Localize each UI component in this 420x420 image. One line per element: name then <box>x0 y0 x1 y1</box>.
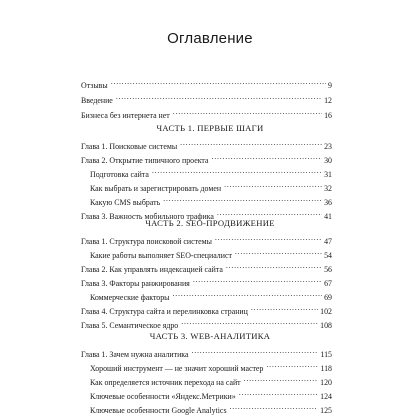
leader-dots <box>114 91 322 103</box>
toc-entry-label: Ключевые особенности «Яндекс.Метрики» <box>90 392 236 401</box>
toc-entry-page: 30 <box>324 156 332 165</box>
toc-subentry <box>90 165 332 177</box>
toc-entry-label: Глава 4. Структура сайта и перелинковка страниц <box>81 307 248 316</box>
toc-entry-page: 41 <box>324 212 332 221</box>
toc-entry <box>81 274 332 286</box>
toc-subentry <box>90 246 332 258</box>
toc-entry-label: Какую CMS выбрать <box>90 198 161 207</box>
toc-entry-label: Как определяется источник перехода на сайт <box>90 378 241 387</box>
toc-entry <box>81 76 332 88</box>
leader-dots <box>109 76 326 88</box>
toc-entry-page: 32 <box>324 184 332 193</box>
toc-entry <box>81 302 332 314</box>
toc-entry-page: 31 <box>324 170 332 179</box>
toc-entry-label: Глава 5. Семантическое ядро <box>81 321 179 330</box>
toc-entry-page: 124 <box>320 392 332 401</box>
leader-dots <box>264 359 318 371</box>
leader-dots <box>233 246 322 258</box>
toc-entry-label: Глава 1. Поисковые системы <box>81 142 178 151</box>
toc-entry-label: Введение <box>81 96 113 105</box>
toc-entry-page: 118 <box>320 364 332 373</box>
toc-entry <box>81 232 332 244</box>
toc-entry-label: Глава 2. Как управлять индексацией сайта <box>81 265 223 274</box>
toc-entry-label: Отзывы <box>81 81 108 90</box>
toc-entry-page: 16 <box>324 111 332 120</box>
leader-dots <box>179 316 318 328</box>
toc-entry-page: 9 <box>328 81 332 90</box>
toc-entry-label: Как выбрать и зарегистрировать домен <box>90 184 222 193</box>
toc-subentry <box>90 288 332 300</box>
leader-dots <box>150 165 322 177</box>
leader-dots <box>190 345 319 357</box>
leader-dots <box>191 274 322 286</box>
leader-dots <box>222 179 322 191</box>
toc-entry-label: Глава 2. Открытие типичного проекта <box>81 156 209 165</box>
toc-subentry <box>90 401 332 413</box>
page-title: Оглавление <box>167 30 253 47</box>
toc-entry <box>81 91 332 103</box>
part-heading: ЧАСТЬ 2. SEO-ПРОДВИЖЕНИЕ <box>145 218 275 228</box>
toc-entry-page: 125 <box>320 406 332 415</box>
toc-entry-page: 115 <box>320 350 332 359</box>
part-heading: ЧАСТЬ 3. WEB-АНАЛИТИКА <box>149 331 271 341</box>
toc-entry-label: Глава 3. Важность мобильного трафика <box>81 212 214 221</box>
toc-entry <box>81 106 332 118</box>
toc-entry-label: Коммерческие факторы <box>90 293 170 302</box>
toc-subentry <box>90 179 332 191</box>
toc-entry-page: 12 <box>324 96 332 105</box>
toc-entry-page: 36 <box>324 198 332 207</box>
leader-dots <box>237 387 318 399</box>
leader-dots <box>242 373 319 385</box>
leader-dots <box>178 137 322 149</box>
toc-entry-label: Какие работы выполняет SEO-специалист <box>90 251 232 260</box>
leader-dots <box>209 151 322 163</box>
toc-entry-label: Ключевые особенности Google Analytics <box>90 406 227 415</box>
toc-subentry <box>90 359 332 371</box>
toc-entry <box>81 345 332 357</box>
toc-entry-label: Подготовка сайта <box>90 170 149 179</box>
toc-entry-page: 120 <box>320 378 332 387</box>
toc-entry-label: Глава 1. Структура поисковой системы <box>81 237 212 246</box>
leader-dots <box>171 106 322 118</box>
toc-entry-page: 102 <box>320 307 332 316</box>
leader-dots <box>228 401 319 413</box>
toc-entry <box>81 151 332 163</box>
leader-dots <box>170 288 322 300</box>
leader-dots <box>161 193 322 205</box>
toc-subentry <box>90 373 332 385</box>
toc-subentry <box>90 193 332 205</box>
toc-entry-page: 47 <box>324 237 332 246</box>
toc-entry <box>81 137 332 149</box>
toc-subentry <box>90 387 332 399</box>
toc-entry-page: 54 <box>324 251 332 260</box>
toc-entry-page: 56 <box>324 265 332 274</box>
toc-entry-page: 23 <box>324 142 332 151</box>
toc-entry-label: Бизнеса без интернета нет <box>81 111 170 120</box>
leader-dots <box>224 260 322 272</box>
toc-entry-label: Глава 1. Зачем нужна аналитика <box>81 350 189 359</box>
leader-dots <box>213 232 322 244</box>
toc-entry-page: 108 <box>320 321 332 330</box>
toc-entry-page: 69 <box>324 293 332 302</box>
toc-entry-page: 67 <box>324 279 332 288</box>
part-heading: ЧАСТЬ 1. ПЕРВЫЕ ШАГИ <box>156 123 264 133</box>
toc-entry <box>81 260 332 272</box>
leader-dots <box>249 302 318 314</box>
toc-entry-label: Глава 3. Факторы ранжирования <box>81 279 190 288</box>
toc-entry <box>81 316 332 328</box>
toc-entry-label: Хороший инструмент — не значит хороший мастер <box>90 364 264 373</box>
